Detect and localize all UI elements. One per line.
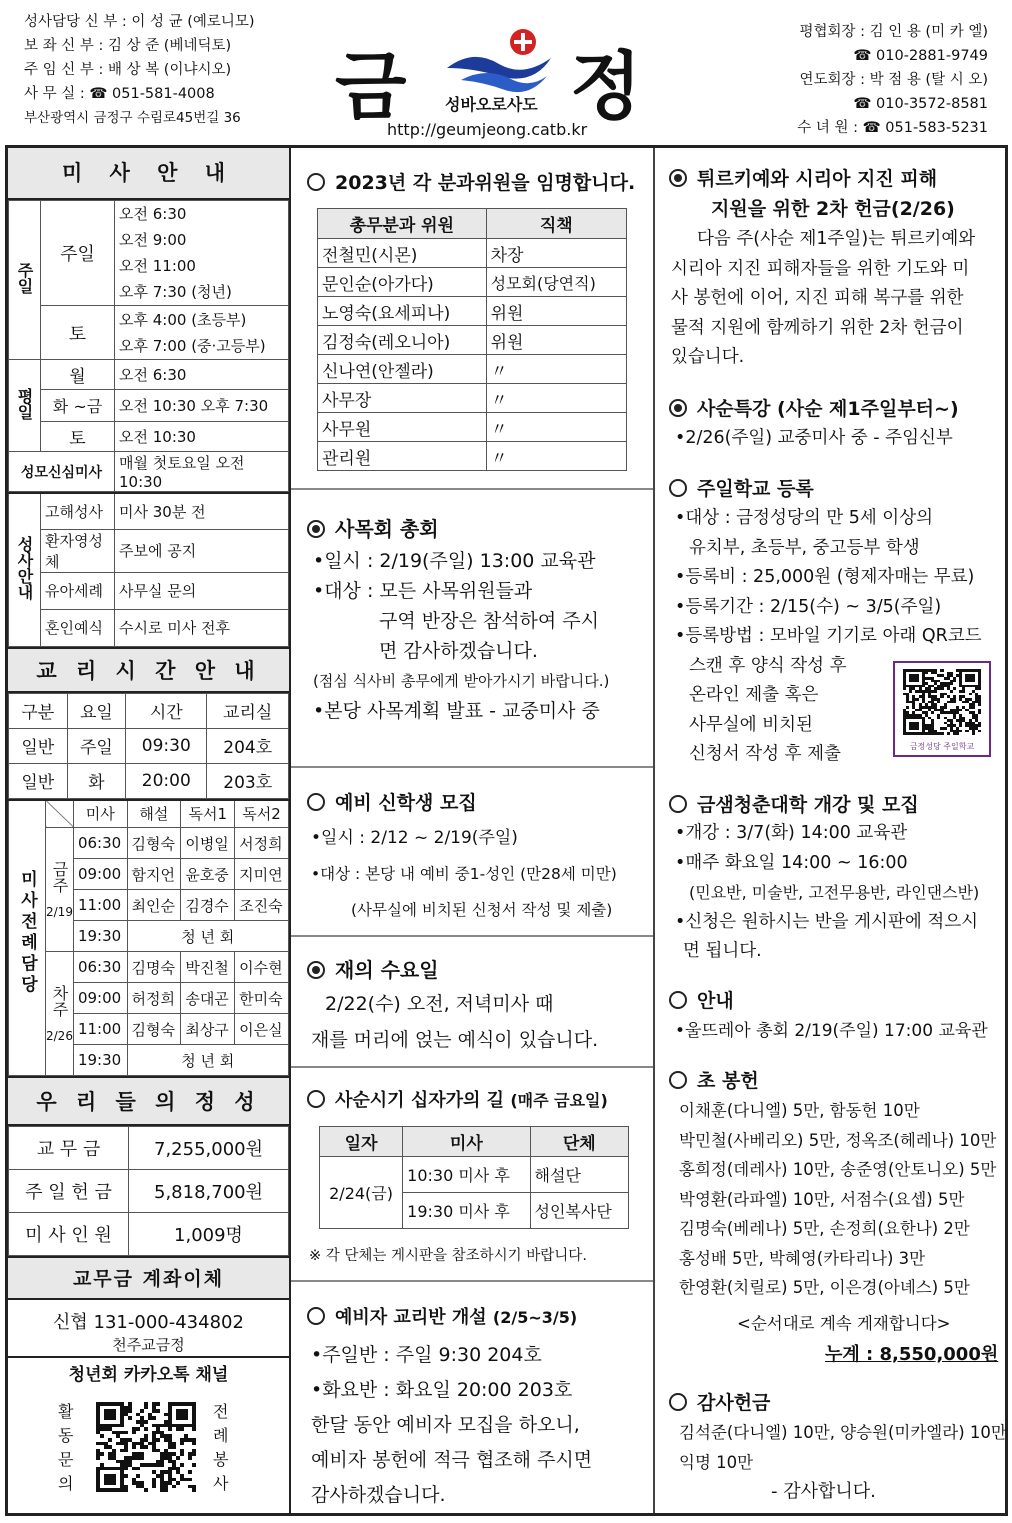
content-frame — [5, 145, 1008, 1516]
stations-header: 단체 — [530, 1127, 628, 1157]
sacrament-info: 미사 30분 전 — [115, 493, 289, 529]
kakao-title: 청년회 카카오톡 채널 — [68, 1365, 229, 1385]
catechism-cell: 주일 — [67, 728, 126, 763]
stations-group: 해설단 — [530, 1157, 628, 1193]
offering-value: 7,255,000원 — [129, 1127, 289, 1170]
sunday-school-heading: 주일학교 등록 — [669, 474, 814, 501]
roster-cell: 박진철 — [181, 952, 235, 983]
council-heading: 사목회 총회 — [307, 513, 439, 542]
sunday-school-qr-code[interactable] — [903, 669, 981, 735]
lent-lecture-body: •2/26(주일) 교중미사 중 - 주임신부 — [675, 428, 953, 448]
kakao-right-label: 전 례 봉 사 — [213, 1402, 229, 1493]
circle-icon — [669, 991, 687, 1009]
roster-time: 11:00 — [73, 890, 127, 921]
catechism-table — [8, 693, 289, 799]
ash-wednesday-heading: 재의 수요일 — [307, 954, 439, 983]
liturgy-header: 독서1 — [181, 800, 235, 828]
earthquake-body: 다음 주(사순 제1주일)는 튀르키예와 시리아 지진 피해자들을 위한 기도와 미 사 봉헌에 이어, 지진 피해 복구를 위한 물적 지원에 함께하기 위한 2차 헌금이 있습니다. — [671, 229, 976, 367]
sunday-times: 오전 6:30 오전 9:00 오전 11:00 오후 7:30 (청년) — [115, 201, 289, 306]
offering-value: 1,009명 — [129, 1213, 289, 1256]
stations-mass: 19:30 미사 후 — [403, 1193, 530, 1229]
header-left-line: 사 무 실 : ☎ 051-581-4008 — [24, 86, 215, 102]
committee-header: 직책 — [486, 209, 626, 239]
catechumen-heading: 예비자 교리반 개설 (2/5~3/5) — [307, 1303, 577, 1329]
sacrament-name: 환자영성체 — [41, 529, 115, 572]
right-column — [655, 148, 1005, 1513]
tue-fri-label: 화 ~금 — [41, 390, 115, 422]
roster-time: 11:00 — [73, 1014, 127, 1045]
stations-table — [319, 1126, 629, 1229]
catechism-header: 구분 — [9, 693, 68, 728]
roster-cell: 최상구 — [181, 1014, 235, 1045]
kakao-qr-code[interactable] — [96, 1402, 196, 1492]
thanks-body: 김석준(다니엘) 10만, 양승원(미카엘라) 10만 익명 10만 - 감사합니다. — [679, 1423, 1007, 1502]
header-right-line: ☎ 010-2881-9749 — [853, 48, 988, 64]
kakao-left-label: 활 동 문 의 — [58, 1402, 74, 1493]
church-logo-icon — [443, 28, 555, 100]
roster-youth: 청 년 회 — [127, 1045, 288, 1076]
tue-fri-time: 오전 10:30 오후 7:30 — [115, 390, 289, 422]
committee-role: 〃 — [486, 413, 626, 442]
divider — [291, 488, 653, 490]
roster-cell: 서정희 — [235, 828, 289, 859]
header-right-info — [797, 20, 988, 140]
circle-icon — [669, 795, 687, 813]
liturgy-header: 독서2 — [235, 800, 289, 828]
offering-title: 우 리 들 의 정 성 — [8, 1076, 289, 1126]
roster-time: 06:30 — [73, 828, 127, 859]
radio-filled-icon — [307, 520, 325, 538]
liturgy-roster-table — [8, 799, 289, 1077]
candle-total: 누계 : 8,550,000원 — [825, 1344, 999, 1365]
offering-label: 미 사 인 원 — [9, 1213, 129, 1256]
candle-list: 이채훈(다니엘) 5만, 함동헌 10만 박민철(사베리오) 5만, 정옥조(헤레나) 10만 홍희정(데레사) 10만, 송준영(안토니오) 5만 박영환(라파엘) 10만, 서점수(요셉) 5만 김명숙(베레나) 5만, 손정희(요한나) 2만 홍성배 5만, 박혜영(카타리나) 3만 한영환(치릴로) 5만, 이은경(아녜스) 5만 — [679, 1101, 997, 1297]
header-right-line: 수 녀 원 : ☎ 051-583-5231 — [797, 120, 988, 136]
left-column — [8, 148, 291, 1513]
title-right: 정 — [570, 44, 642, 130]
offering-label: 교 무 금 — [9, 1127, 129, 1170]
roster-cell: 송대곤 — [181, 983, 235, 1014]
catechism-cell: 204호 — [207, 728, 289, 763]
sacrament-name: 유아세례 — [41, 572, 115, 609]
stations-header: 미사 — [403, 1127, 530, 1157]
roster-time: 06:30 — [73, 952, 127, 983]
committee-name: 신나연(안젤라) — [318, 355, 487, 384]
roster-cell: 함지언 — [127, 859, 181, 890]
radio-filled-icon — [669, 399, 687, 417]
thanks-heading: 감사헌금 — [669, 1388, 770, 1415]
account-number: 신협 131-000-434802 — [53, 1312, 244, 1333]
catechism-header: 요일 — [67, 693, 126, 728]
account-holder: 천주교금정 — [112, 1336, 185, 1354]
stations-date: 2/24(금) — [320, 1157, 403, 1229]
stations-group: 성인복사단 — [530, 1193, 628, 1229]
circle-icon — [669, 1071, 687, 1089]
catechism-cell: 일반 — [9, 728, 68, 763]
roster-cell: 김경수 — [181, 890, 235, 921]
bulletin-header — [0, 0, 1012, 145]
header-left-line: 주 임 신 부 : 배 상 복 (이냐시오) — [24, 62, 232, 78]
notice-heading: 안내 — [669, 986, 734, 1013]
middle-column — [291, 148, 655, 1513]
roster-cell: 이병일 — [181, 828, 235, 859]
committee-role: 위원 — [486, 297, 626, 326]
committee-name: 사무원 — [318, 413, 487, 442]
committee-name: 노영숙(요세피나) — [318, 297, 487, 326]
sacrament-side-label: 성사안내 — [9, 493, 41, 646]
sacrament-table — [8, 492, 289, 647]
saturday-label: 토 — [41, 306, 115, 360]
circle-icon — [307, 1090, 325, 1108]
roster-cell: 윤호중 — [181, 859, 235, 890]
mass-schedule-table — [8, 200, 289, 492]
next-week-label: 차주 2/26 — [46, 952, 74, 1076]
catechism-header: 시간 — [126, 693, 207, 728]
monday-label: 월 — [41, 360, 115, 390]
header-left-line: 성사담당 신 부 : 이 성 균 (예로니모) — [24, 14, 255, 30]
roster-cell: 지미연 — [235, 859, 289, 890]
committee-heading: 2023년 각 분과위원을 임명합니다. — [307, 168, 635, 195]
circle-icon — [669, 479, 687, 497]
committee-role: 〃 — [486, 442, 626, 471]
account-title: 교무금 계좌이체 — [8, 1256, 289, 1300]
roster-cell: 조진숙 — [235, 890, 289, 921]
roster-cell: 김형숙 — [127, 1014, 181, 1045]
council-body: •일시 : 2/19(주일) 13:00 교육관 •대상 : 모든 사목위원들과 구역 반장은 참석하여 주시 면 감사하겠습니다. (점심 식사비 총무에게 받아가시기 바랍니다.) •본당 사목계획 발표 - 교중미사 중 — [313, 550, 610, 722]
roster-cell: 김명숙 — [127, 952, 181, 983]
circle-icon — [307, 793, 325, 811]
catechism-cell: 일반 — [9, 763, 68, 798]
candle-heading: 초 봉헌 — [669, 1066, 759, 1093]
mass-title: 미 사 안 내 — [8, 148, 289, 200]
saturday-weekday-label: 토 — [41, 422, 115, 452]
earthquake-heading: 튀르키예와 시리아 지진 피해 — [669, 164, 937, 191]
title-left: 금 — [335, 44, 405, 130]
header-right-line: ☎ 010-3572-8581 — [853, 96, 988, 112]
committee-name: 사무장 — [318, 384, 487, 413]
this-week-label: 금주 2/19 — [46, 828, 74, 952]
liturgy-side-label: 미사전례담당 — [9, 800, 46, 1076]
earthquake-heading-2: 지원을 위한 2차 헌금(2/26) — [711, 198, 955, 220]
seminarian-body: •일시 : 2/12 ~ 2/19(주일) •대상 : 본당 내 예비 중1-성인 (만28세 미만) (사무실에 비치된 신청서 작성 및 제출) — [311, 828, 617, 919]
liturgy-header: 미사 — [73, 800, 127, 828]
lent-lecture-heading: 사순특강 (사순 제1주일부터~) — [669, 394, 959, 421]
roster-cell: 허정희 — [127, 983, 181, 1014]
stations-header: 일자 — [320, 1127, 403, 1157]
sunday-side-label: 주일 — [9, 201, 41, 360]
notice-body: •울뜨레아 총회 2/19(주일) 17:00 교육관 — [675, 1021, 988, 1041]
roster-time: 09:00 — [73, 859, 127, 890]
sunday-school-qr-box[interactable] — [893, 661, 991, 757]
website-link[interactable]: http://geumjeong.catb.kr — [387, 120, 588, 139]
catechism-header: 교리실 — [207, 693, 289, 728]
circle-icon — [307, 173, 325, 191]
corner-cell — [46, 800, 74, 828]
sunday-school-body: •대상 : 금정성당의 만 5세 이상의 유치부, 초등부, 중고등부 학생 •등록비 : 25,000원 (형제자매는 무료) •등록기간 : 2/15(수) ~ 3/5(주일) •등록방법 : 모바일 기기로 아래 QR코드 스캔 후 양식 작성 후 온라인 제출 혹은 사무실에 비치된 신청서 작성 후 제출 — [675, 508, 982, 764]
circle-icon — [669, 1393, 687, 1411]
radio-filled-icon — [669, 169, 687, 187]
catechism-cell: 09:30 — [126, 728, 207, 763]
logo-text: 성바오로사도 — [445, 95, 538, 114]
roster-time: 19:30 — [73, 1045, 127, 1076]
qr-caption: 금정성당 주일학교 — [909, 742, 975, 751]
roster-cell: 김형숙 — [127, 828, 181, 859]
divider — [291, 1280, 653, 1282]
roster-cell: 이은실 — [235, 1014, 289, 1045]
college-heading: 금샘청춘대학 개강 및 모집 — [669, 790, 919, 817]
header-right-line: 연도회장 : 박 점 용 (탈 시 오) — [799, 72, 988, 88]
sacrament-info: 주보에 공지 — [115, 529, 289, 572]
offering-value: 5,818,700원 — [129, 1170, 289, 1213]
divider — [291, 935, 653, 937]
catechumen-body: •주일반 : 주일 9:30 204호 •화요반 : 화요일 20:00 203호 한달 동안 예비자 모집을 하오니, 예비자 봉헌에 적극 협조해 주시면 감사하겠습니다. — [311, 1344, 593, 1506]
committee-role: 성모회(당연직) — [486, 268, 626, 297]
heart-mass-label: 성모신심미사 — [9, 452, 115, 492]
committee-role: 위원 — [486, 326, 626, 355]
committee-role: 차장 — [486, 239, 626, 268]
monday-time: 오전 6:30 — [115, 360, 289, 390]
sacrament-name: 고해성사 — [41, 493, 115, 529]
committee-table — [317, 208, 627, 471]
circle-icon — [307, 1307, 325, 1325]
weekday-side-label: 평일 — [9, 360, 41, 452]
stations-footnote: ※ 각 단체는 게시판을 참조하시기 바랍니다. — [309, 1248, 587, 1264]
radio-filled-icon — [307, 961, 325, 979]
catechism-cell: 203호 — [207, 763, 289, 798]
offering-label: 주 일 헌 금 — [9, 1170, 129, 1213]
header-left-info — [24, 10, 255, 130]
committee-name: 김정숙(레오니아) — [318, 326, 487, 355]
ash-wednesday-body: 2/22(수) 오전, 저녁미사 때 재를 머리에 얹는 예식이 있습니다. — [311, 993, 599, 1051]
stations-heading: 사순시기 십자가의 길 (매주 금요일) — [307, 1086, 608, 1112]
header-right-line: 평협회장 : 김 인 용 (미 카 엘) — [799, 24, 988, 40]
liturgy-header: 해설 — [127, 800, 181, 828]
roster-cell: 한미숙 — [235, 983, 289, 1014]
header-left-line: 부산광역시 금정구 수림로45번길 36 — [24, 110, 241, 126]
saturday-times: 오후 4:00 (초등부) 오후 7:00 (중·고등부) — [115, 306, 289, 360]
sacrament-name: 혼인예식 — [41, 609, 115, 646]
divider — [291, 766, 653, 768]
saturday-weekday-time: 오전 10:30 — [115, 422, 289, 452]
sacrament-info: 수시로 미사 전후 — [115, 609, 289, 646]
roster-cell: 최인순 — [127, 890, 181, 921]
committee-name: 관리원 — [318, 442, 487, 471]
committee-role: 〃 — [486, 384, 626, 413]
seminarian-heading: 예비 신학생 모집 — [307, 788, 477, 815]
candle-continue: <순서대로 계속 게재합니다> — [737, 1314, 951, 1333]
stations-mass: 10:30 미사 후 — [403, 1157, 530, 1193]
heart-mass-time: 매월 첫토요일 오전 10:30 — [115, 452, 289, 492]
divider — [291, 1066, 653, 1068]
sunday-label: 주일 — [41, 201, 115, 306]
kakao-box — [8, 1392, 289, 1502]
account-box — [8, 1300, 289, 1358]
committee-role: 〃 — [486, 355, 626, 384]
offering-table — [8, 1126, 289, 1256]
committee-header: 총무분과 위원 — [318, 209, 487, 239]
college-body: •개강 : 3/7(화) 14:00 교육관 •매주 화요일 14:00 ~ 16:00 (민요반, 미술반, 고전무용반, 라인댄스반) •신청은 원하시는 반을 게시판에 적으시 면 됩니다. — [675, 823, 980, 961]
roster-youth: 청 년 회 — [127, 921, 288, 952]
catechism-cell: 화 — [67, 763, 126, 798]
sacrament-info: 사무실 문의 — [115, 572, 289, 609]
catechism-title: 교 리 시 간 안 내 — [8, 647, 289, 693]
catechism-cell: 20:00 — [126, 763, 207, 798]
committee-name: 전철민(시몬) — [318, 239, 487, 268]
roster-time: 09:00 — [73, 983, 127, 1014]
roster-cell: 이수현 — [235, 952, 289, 983]
header-left-line: 보 좌 신 부 : 김 상 준 (베네딕토) — [24, 38, 232, 54]
roster-time: 19:30 — [73, 921, 127, 952]
committee-name: 문인순(아가다) — [318, 268, 487, 297]
